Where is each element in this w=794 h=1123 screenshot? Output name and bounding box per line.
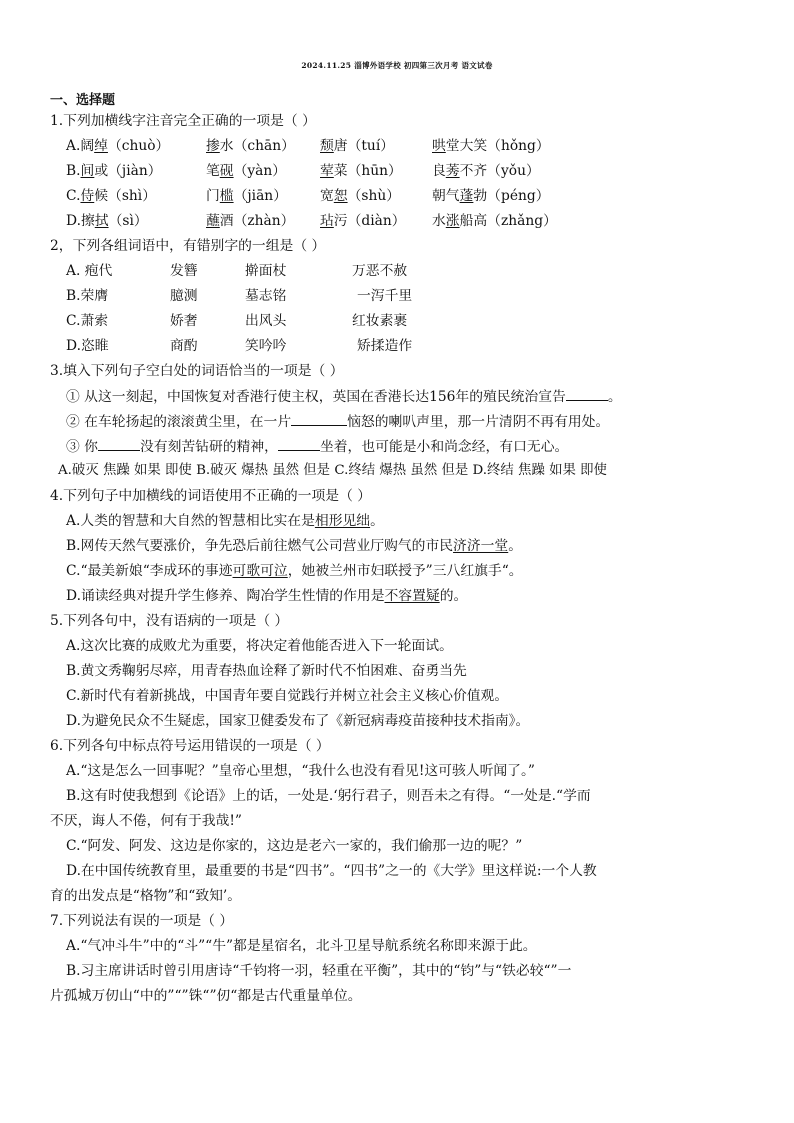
question-7-stem: 7.下列说法有误的一项是（ ） xyxy=(50,913,234,929)
q4-option-c: C.“最美新娘“李成环的事迹可歌可泣，她被兰州市妇联授予”三八红旗手“。 xyxy=(66,563,523,579)
q1-option-d-item3: 玷污（diàn） xyxy=(320,213,406,229)
question-5-stem: 5.下列各句中，没有语病的一项是（ ） xyxy=(50,613,289,629)
section-heading: 一、选择题 xyxy=(50,93,116,108)
q3-sentence-3: ③ 你 没有刻苦钻研的精神， 坐着，也可能是小和尚念经，有口无心。 xyxy=(66,436,568,457)
q1-option-c-item1: C.侍候（shì） xyxy=(66,188,157,204)
q2-option-b-word4: 一泻千里 xyxy=(357,288,413,304)
q2-option-b-word2: 臆测 xyxy=(170,288,198,304)
q1-option-c-item4: 朝气蓬勃（péng） xyxy=(432,188,550,204)
q1-option-a-item3: 颓唐（tuí） xyxy=(320,138,395,154)
q6-option-a: A.“这是怎么一回事呢？”皇帝心里想，“我什么也没有看见!这可骇人听闻了。” xyxy=(66,763,535,779)
question-4-stem: 4.下列句子中加横线的词语使用不正确的一项是（ ） xyxy=(50,488,372,504)
q2-option-c-word3: 出风头 xyxy=(245,313,287,329)
question-1-stem: 1.下列加横线字注音完全正确的一项是（ ） xyxy=(50,113,316,129)
q6-option-d-line1: D.在中国传统教育里，最重要的书是“四书”。“四书”之一的《大学》里这样说:一个人教 xyxy=(66,863,597,879)
q1-option-b-item2: 笔砚（yàn） xyxy=(206,163,287,179)
q2-option-d-word4: 矫揉造作 xyxy=(357,338,413,354)
q2-option-b-word3: 墓志铭 xyxy=(245,288,287,304)
q6-option-d-line2: 育的出发点是“格物”和“致知’。 xyxy=(50,888,242,904)
exam-title: 2024.11.25 淄博外语学校 初四第三次月考 语文试卷 xyxy=(301,61,493,70)
q5-option-d: D.为避免民众不生疑虑，国家卫健委发布了《新冠病毒疫苗接种技术指南》。 xyxy=(66,713,530,729)
q7-option-b-line1: B.习主席讲话时曾引用唐诗“千钧将一羽，轻重在平衡”，其中的“钧”与“铁必较“”一 xyxy=(66,963,572,979)
q1-option-b-item1: B.间或（jiàn） xyxy=(66,163,162,179)
q2-option-d-word3: 笑吟吟 xyxy=(245,338,287,354)
q5-option-c: C.新时代有着新挑战，中国青年要自觉践行并树立社会主义核心价值观。 xyxy=(66,688,509,704)
q2-option-a-word1: A. 疱代 xyxy=(66,263,113,279)
question-3-stem: 3.填入下列句子空白处的词语恰当的一项是（ ） xyxy=(50,363,344,379)
q1-option-a-item4: 哄堂大笑（hǒng） xyxy=(432,138,550,154)
q1-option-b-item3: 荤菜（hūn） xyxy=(320,163,402,179)
q1-option-d-item2: 蘸酒（zhàn） xyxy=(206,213,295,229)
q1-option-a-item1: A.阔绰（chuò） xyxy=(66,138,170,154)
q3-sentence-1: ① 从这一刻起，中国恢复对香港行使主权，英国在香港长达156年的殖民统治宣告 。 xyxy=(66,386,622,407)
answer-blank xyxy=(98,436,140,451)
q1-option-c-item3: 宽恕（shù） xyxy=(320,188,401,204)
q4-option-b: B.网传天然气要涨价，争先恐后前往燃气公司营业厅购气的市民济济一堂。 xyxy=(66,538,523,554)
q6-option-c: C.“阿发、阿发、这边是你家的，这边是老六一家的，我们偷那一边的呢？” xyxy=(66,838,523,854)
q4-option-d: D.诵读经典对提升学生修养、陶冶学生性情的作用是不容置疑的。 xyxy=(66,588,468,604)
answer-blank xyxy=(566,386,608,401)
q1-option-a-item2: 掺水（chān） xyxy=(206,138,295,154)
q2-option-c-word2: 娇奢 xyxy=(170,313,198,329)
q3-sentence-2: ② 在车轮扬起的滚滚黄尘里，在一片 恼怒的喇叭声里，那一片清阴不再有用处。 xyxy=(66,411,609,432)
answer-blank xyxy=(278,436,320,451)
q6-option-b-line1: B.这有时使我想到《论语》上的话，一处是.‘躬行君子，则吾未之有得。“一处是.“学而 xyxy=(66,788,591,804)
q2-option-a-word3: 擀面杖 xyxy=(245,263,287,279)
q1-option-b-item4: 良莠不齐（yǒu） xyxy=(432,163,540,179)
q2-option-c-word1: C.萧索 xyxy=(66,313,109,329)
question-6-stem: 6.下列各句中标点符号运用错误的一项是（ ） xyxy=(50,738,330,754)
q1-option-c-item2: 门槛（jiān） xyxy=(206,188,287,204)
q1-option-d-item1: D.擦拭（sì） xyxy=(66,213,148,229)
q7-option-b-line2: 片孤城万仞山“中的”“”铢“”仞“都是古代重量单位。 xyxy=(50,988,362,1004)
q2-option-a-word4: 万恶不赦 xyxy=(352,263,408,279)
q5-option-b: B.黄文秀鞠躬尽瘁，用青春热血诠释了新时代不怕困难、奋勇当先 xyxy=(66,663,467,679)
q2-option-d-word2: 商酌 xyxy=(170,338,198,354)
q3-options: A.破灭 焦躁 如果 即使 B.破灭 爆热 虽然 但是 C.终结 爆热 虽然 但是 D.终结 焦躁 如果 即使 xyxy=(58,463,607,478)
q2-option-d-word1: D.恣睢 xyxy=(66,338,109,354)
q2-option-c-word4: 红妆素裹 xyxy=(352,313,408,329)
answer-blank xyxy=(291,411,347,426)
q2-option-a-word2: 发簪 xyxy=(170,263,198,279)
q2-option-b-word1: B.荣膺 xyxy=(66,288,109,304)
question-2-stem: 2，下列各组词语中，有错别字的一组是（ ） xyxy=(50,238,326,254)
q4-option-a: A.人类的智慧和大自然的智慧相比实在是相形见绌。 xyxy=(66,513,384,529)
q1-option-d-item4: 水涨船高（zhǎng） xyxy=(432,213,557,229)
q6-option-b-line2: 不厌，诲人不倦，何有于我哉!” xyxy=(50,813,242,829)
q5-option-a: A.这次比赛的成败尤为重要，将决定着他能否进入下一轮面试。 xyxy=(66,638,453,654)
q7-option-a: A.“气冲斗牛”中的“斗”“牛”都是星宿名，北斗卫星导航系统名称即来源于此。 xyxy=(66,938,537,954)
